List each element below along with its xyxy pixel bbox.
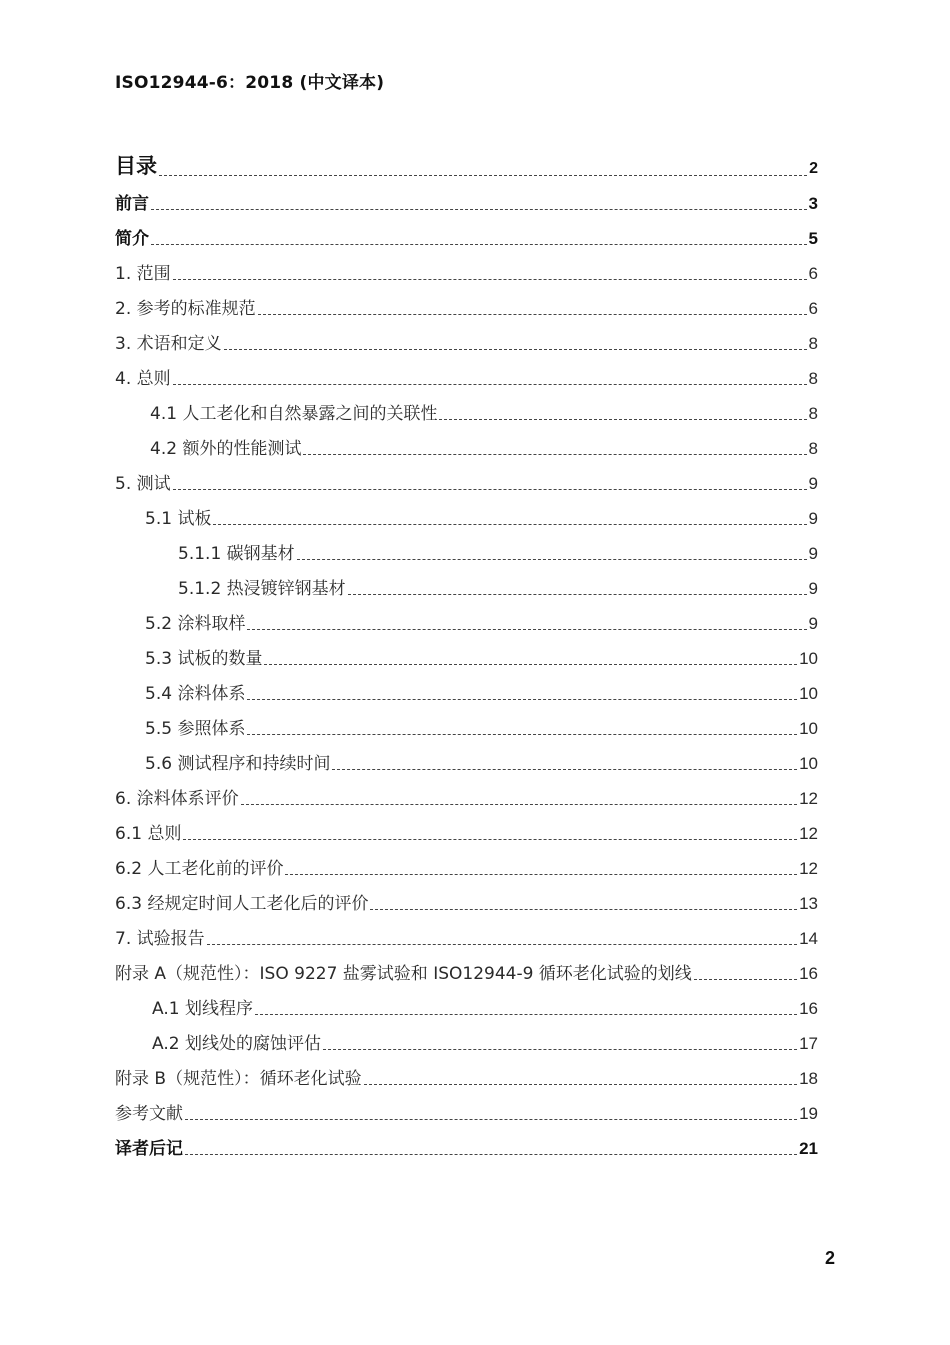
toc-leader (207, 944, 797, 945)
toc-entry-title: 译者后记 (115, 1139, 183, 1159)
toc-entry-title: 简介 (115, 229, 149, 249)
toc-entry-page: 16 (799, 964, 818, 983)
toc-entry-page: 17 (799, 1034, 818, 1053)
toc-entry-page: 16 (799, 999, 818, 1018)
toc-entry-page: 9 (808, 474, 818, 493)
toc-entry-5-3[interactable] (145, 644, 818, 669)
toc-entry-title: 6.3 经规定时间人工老化后的评价 (115, 894, 369, 914)
toc-entry-4-1[interactable] (150, 399, 818, 424)
toc-leader (348, 594, 807, 595)
toc-entry-title: 6.1 总则 (115, 824, 182, 844)
toc-leader (370, 909, 797, 910)
toc-entry-testing[interactable] (115, 469, 818, 494)
toc-entry-title: A.2 划线处的腐蚀评估 (152, 1034, 321, 1054)
toc-entry-title: 5.5 参照体系 (145, 719, 246, 739)
toc-leader (694, 979, 797, 980)
toc-leader (364, 1084, 798, 1085)
toc-entry-5-1-1[interactable] (178, 539, 818, 564)
document-header: ISO12944-6：2018 (中文译本) (115, 73, 385, 93)
toc-leader (323, 1049, 797, 1050)
toc-entry-page: 3 (808, 194, 818, 213)
toc-leader (224, 349, 807, 350)
toc-entry-title: A.1 划线程序 (152, 999, 253, 1019)
toc-entry-page: 8 (808, 439, 818, 458)
toc-leader (297, 559, 807, 560)
toc-entry-title: 5. 测试 (115, 474, 171, 494)
toc-entry-page: 19 (799, 1104, 818, 1123)
toc-entry-page: 6 (808, 264, 818, 283)
toc-leader (151, 209, 807, 210)
toc-leader (241, 804, 797, 805)
toc-leader (151, 244, 807, 245)
toc-entry-5-2[interactable] (145, 609, 818, 634)
toc-leader (185, 1154, 797, 1155)
toc-entry-5-1-2[interactable] (178, 574, 818, 599)
toc-entry-page: 18 (799, 1069, 818, 1088)
toc-entry-general[interactable] (115, 364, 818, 389)
toc-entry-page: 10 (799, 649, 818, 668)
toc-entry-normative-references[interactable] (115, 294, 818, 319)
toc-leader (303, 454, 806, 455)
toc-entry-scope[interactable] (115, 259, 818, 284)
toc-leader (213, 524, 806, 525)
toc-entry-page: 8 (808, 334, 818, 353)
toc-entry-title: 4.2 额外的性能测试 (150, 439, 302, 459)
toc-entry-4-2[interactable] (150, 434, 818, 459)
toc-entry-page: 12 (799, 789, 818, 808)
toc-entry-title: 6.2 人工老化前的评价 (115, 859, 284, 879)
toc-leader (247, 629, 806, 630)
toc-entry-foreword[interactable] (115, 189, 818, 214)
toc-entry-6-1[interactable] (115, 819, 818, 844)
toc-entry-annex-b[interactable] (115, 1064, 818, 1089)
toc-leader (264, 664, 797, 665)
toc-entry-6-2[interactable] (115, 854, 818, 879)
toc-leader (185, 1119, 797, 1120)
toc-entry-introduction[interactable] (115, 224, 818, 249)
toc-entry-title: 2. 参考的标准规范 (115, 299, 256, 319)
toc-entry-bibliography[interactable] (115, 1099, 818, 1124)
toc-entry-5-5[interactable] (145, 714, 818, 739)
toc-leader (285, 874, 797, 875)
toc-entry-title: 1. 范围 (115, 264, 171, 284)
toc-entry-title: 4. 总则 (115, 369, 171, 389)
toc-entry-test-report[interactable] (115, 924, 818, 949)
toc-entry-page: 12 (799, 824, 818, 843)
toc-entry-page: 10 (799, 719, 818, 738)
toc-leader (439, 419, 806, 420)
toc-entry-page: 8 (808, 404, 818, 423)
toc-leader (255, 1014, 797, 1015)
page-number: 2 (824, 1248, 835, 1268)
toc-entry-page: 14 (799, 929, 818, 948)
toc-entry-page: 21 (799, 1139, 818, 1158)
toc-entry-title: 5.1 试板 (145, 509, 212, 529)
toc-entry-title: 5.4 涂料体系 (145, 684, 246, 704)
toc-leader (258, 314, 807, 315)
toc-entry-title: 3. 术语和定义 (115, 334, 222, 354)
toc-entry-title: 目录 (115, 154, 157, 178)
toc-entry-a-1[interactable] (152, 994, 818, 1019)
toc-entry-5-1[interactable] (145, 504, 818, 529)
toc-entry-title: 4.1 人工老化和自然暴露之间的关联性 (150, 404, 438, 424)
toc-entry-page: 2 (809, 160, 818, 177)
toc-leader (173, 384, 807, 385)
toc-entry-title: 7. 试验报告 (115, 929, 205, 949)
toc-entry-contents[interactable] (115, 150, 818, 180)
toc-entry-a-2[interactable] (152, 1029, 818, 1054)
toc-entry-page: 12 (799, 859, 818, 878)
toc-leader (173, 489, 807, 490)
toc-entry-terms[interactable] (115, 329, 818, 354)
toc-entry-translator-afterword[interactable] (115, 1134, 818, 1159)
toc-entry-title: 附录 A（规范性）：ISO 9227 盐雾试验和 ISO12944-9 循环老化试验的划线 (115, 964, 692, 984)
toc-entry-title: 5.2 涂料取样 (145, 614, 246, 634)
toc-entry-title: 5.3 试板的数量 (145, 649, 263, 669)
toc-entry-title: 5.6 测试程序和持续时间 (145, 754, 331, 774)
toc-entry-title: 前言 (115, 194, 149, 214)
toc-entry-title: 附录 B（规范性）：循环老化试验 (115, 1069, 362, 1089)
toc-entry-annex-a[interactable] (115, 959, 818, 984)
toc-entry-page: 8 (808, 369, 818, 388)
toc-leader (159, 175, 807, 176)
toc-entry-title: 5.1.1 碳钢基材 (178, 544, 295, 564)
toc-entry-title: 5.1.2 热浸镀锌钢基材 (178, 579, 346, 599)
toc-entry-page: 9 (808, 579, 818, 598)
toc-entry-6-3[interactable] (115, 889, 818, 914)
toc-leader (247, 734, 797, 735)
toc-entry-evaluation[interactable] (115, 784, 818, 809)
toc-entry-5-6[interactable] (145, 749, 818, 774)
toc-entry-page: 9 (808, 509, 818, 528)
toc-entry-title: 参考文献 (115, 1104, 183, 1124)
toc-entry-page: 10 (799, 754, 818, 773)
toc-entry-page: 9 (808, 614, 818, 633)
toc-leader (183, 839, 797, 840)
toc-entry-page: 6 (808, 299, 818, 318)
toc-entry-page: 9 (808, 544, 818, 563)
toc-entry-title: 6. 涂料体系评价 (115, 789, 239, 809)
toc-entry-page: 5 (808, 229, 818, 248)
toc-leader (173, 279, 807, 280)
toc-leader (247, 699, 797, 700)
toc-leader (332, 769, 797, 770)
toc-entry-5-4[interactable] (145, 679, 818, 704)
toc-entry-page: 10 (799, 684, 818, 703)
toc-entry-page: 13 (799, 894, 818, 913)
